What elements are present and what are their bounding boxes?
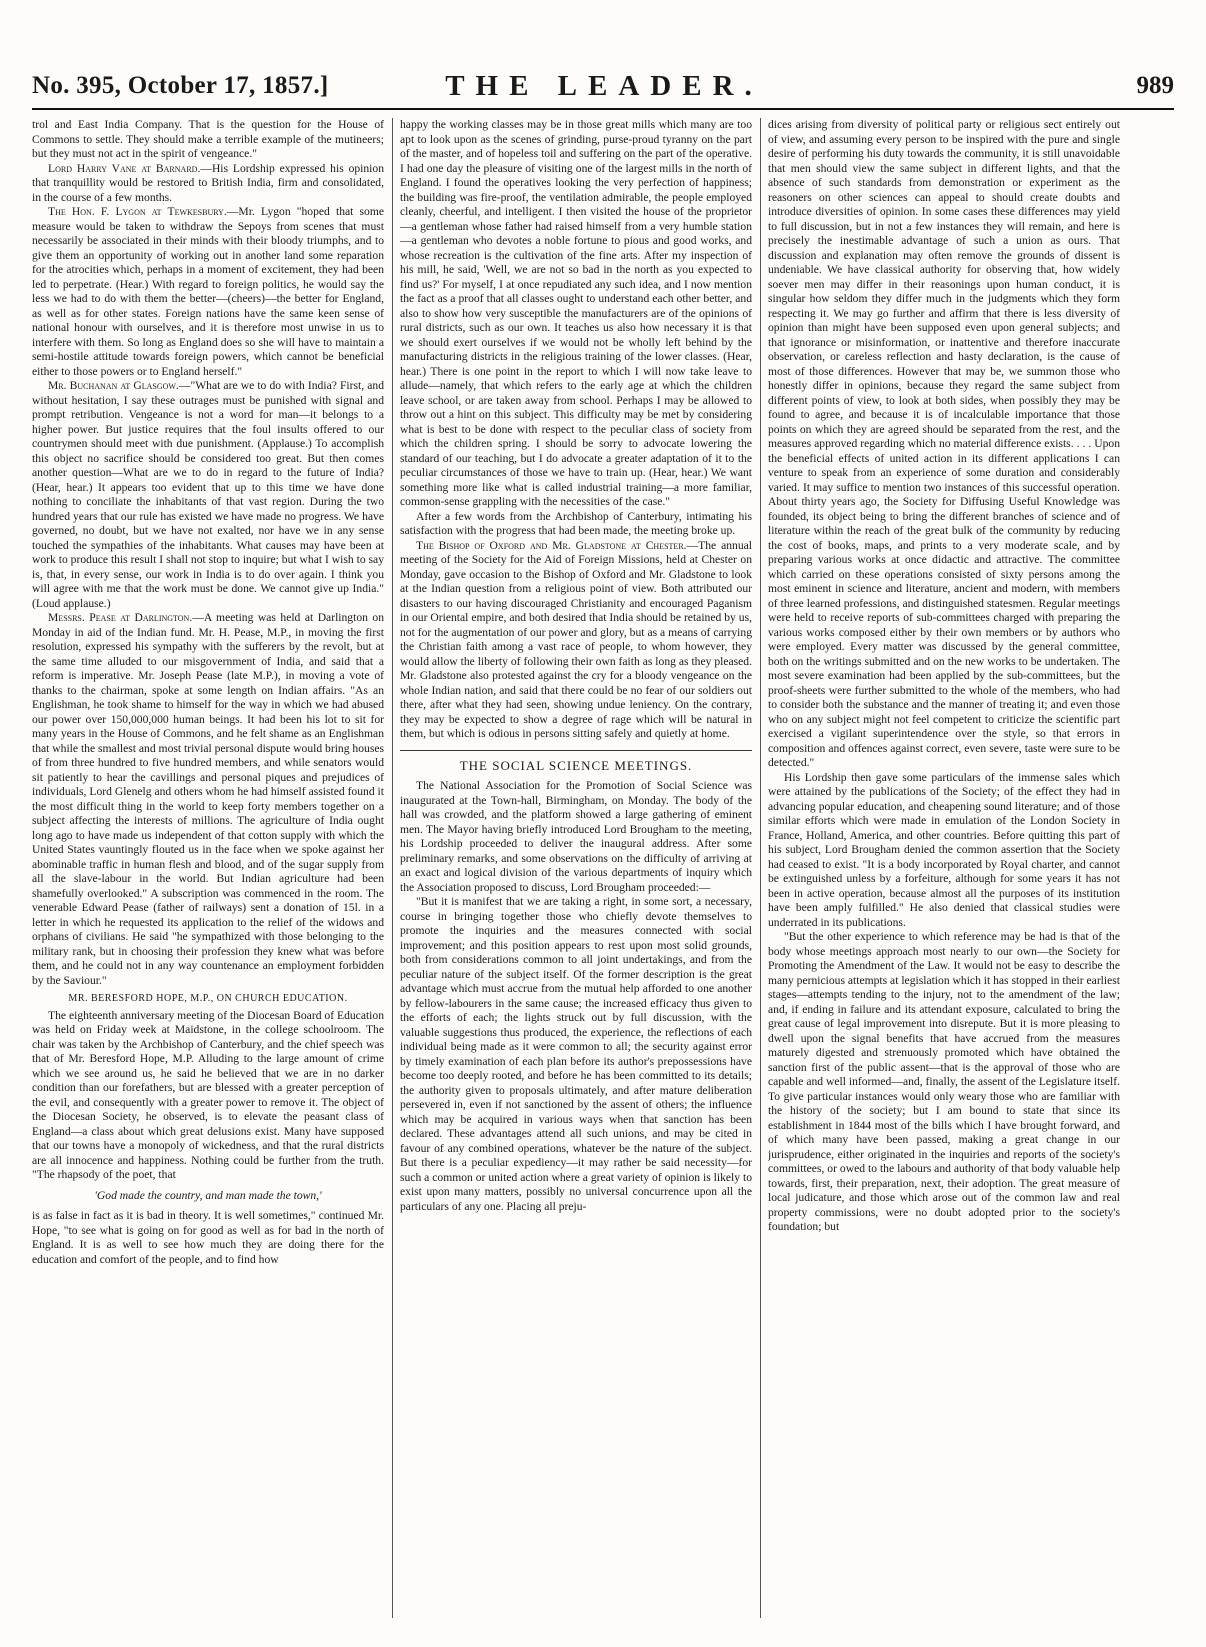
- paragraph: "But it is manifest that we are taking a right, in some sort, a necessary, course in bringing together those who chiefly devote themselves to promote the inquiries and the measures connected with social improvement; and this position appears to rest upon most solid grounds, both from considerations common to all joint undertakings, and from the peculiar nature of the subject itself. Of the former description is the great advantage which must accrue from the mutual help afforded to one another by fellow-labourers in the same cause; the increased efficacy thus given to the efforts of each; the lights struck out by full discussion, with the valuable suggestions thus produced, the experience, the reflections of each individual being made as it were common to all; the security against error by timely examination of each plan before its author's prepossessions have become too deeply rooted, and before he has been committed to its details; the authority given to proposals ultimately, and after mature deliberation persevered in, even if not sanctioned by the assent of others; the influence which may be acquired in various ways when that sanction has been declared. These advantages attend all such unions, and may be cited in favour of any combined operations, whatever be the nature of the subject. But there is a peculiar expediency—it may rather be said necessity—for such a common or united action where a great variety of opinion is likely to exist upon many matters, possibly no universal concurrence upon all the particulars of any one. Placing all preju-: [400, 895, 752, 1213]
- sub-heading: MR. BERESFORD HOPE, M.P., ON CHURCH EDUCATION.: [68, 993, 348, 1004]
- issue-date: No. 395, October 17, 1857.]: [32, 72, 329, 99]
- paragraph-lead: Lord Harry Vane at Barnard.: [48, 161, 201, 175]
- column-rule: [760, 118, 761, 1618]
- paragraph: trol and East India Company. That is the question for the House of Commons to settle. They should make a terrible example of the mutineers; but they must not act in the spirit of vengeance.": [32, 118, 384, 160]
- paragraph: dices arising from diversity of political party or religious sect entirely out of view, and assuming every person to be inspired with the pure and single desire of performing his duty towards the community, it is still unavoidable that men should view the same subject in different lights, and that the absence of such standards from demonstration or experiment as the reasoners on other sciences can appeal to should create doubts and introduce diversities of opinion. In some cases these differences may yield to full discussion, but in not a few instances they will remain, and here is precisely the inestimable advantage of such a union as ours. That discussion and explanation may often remove the grounds of dissent is undeniable. We have classical authority for observing that, how widely soever men may differ in their reasonings upon human conduct, it is singular how seldom they differ much in the judgments which they form respecting it. We may go further and affirm that there is less diversity of opinion than might have been supposed even upon general subjects; and that ignorance or misinformation, or inattentive and therefore inaccurate observation, or careless reflection and hasty declaration, is the cause of most of those differences. However that may be, we summon those who honestly differ in opinions, because they regard the same subject from different points of view, to look at both sides, when possibly they may be found to agree, and because it is of incalculable importance that those points on which they are agreed should be separated from the rest, and the measures approved regarding which no material difference exists. . . . Upon the beneficial effects of united action in its different applications I can venture to speak from an experience of some duration and considerably varied. It may suffice to mention two instances of this successful operation. About thirty years ago, the Society for Diffusing Useful Knowledge was founded, its object being to bring the different branches of science and of literature within the reach of the great bulk of the community by reducing the cost of books, maps, and prints to a very moderate scale, and by preparing various works at once didactic and attractive. The committee which carried on these operations consisted of sixty persons among the most eminent in science and literature, ancient and modern, with members of three learned professions, and distinguished statesmen. Regular meetings were held to receive reports of sub-committees charged with preparing the various works composed either by their own members or by authors who were employed. Every matter was discussed by the general committee, both on the writings submitted and on the new works to be undertaken. The most severe examination had been applied by the sub-committees, but the proof-sheets were further submitted to the whole of the members, who had to consider both the substance and the manner of treating it; and even those who on any subject might not feel competent to criticize the scientific part exercised a vigilant superintendence over the style, so that errors in composition and offences against correct, even severe, taste were sure to be detected.": [768, 118, 1120, 769]
- column-1: [32, 118, 384, 1618]
- section-heading: THE SOCIAL SCIENCE MEETINGS.: [400, 750, 752, 774]
- paragraph: His Lordship then gave some particulars of the immense sales which were attained by the publications of the Society; of the effect they had in advancing popular education, and cheapening sound literature; and of those similar efforts which were made in emulation of the London Society in France, Holland, America, and other countries. Before quitting this part of his subject, Lord Brougham denied the common assertion that the Society had ceased to exist. "It is a body incorporated by Royal charter, and cannot be extinguished unless by a forfeiture, although for some years it has not been in active operation, because almost all the purposes of its institution have been amply fulfilled." He also denied that classical studies were underrated in its publications.: [768, 770, 1120, 929]
- masthead: [32, 68, 1174, 110]
- paragraph: Mr. Buchanan at Glasgow.—"What are we to do with India? First, and without hesitation, I say these outrages must be punished with signal and prompt retribution. Vengeance is not a word for man—it belongs to a higher power. But justice requires that the foul insults offered to our countrymen should meet with due punishment. (Applause.) To accomplish this object no sacrifice should be considered too great. But then comes another question—What are we to do in regard to the future of India? (Hear, hear.) It appears too evident that up to this time we have done nothing to conciliate the inhabitants of that vast region. During the two hundred years that our rule has existed we have made no progress. We have governed, no doubt, but we have not exalted, nor have we in any sense touched the sympathies of the inhabitants. What causes may have been at work to produce this result I shall not stop to inquire; but what I wish to say is, that, in every sense, our work in India is to do over again. I think you will agree with me that the work must be done. We cannot give up India." (Loud applause.): [32, 379, 384, 610]
- column-2: [400, 118, 752, 1618]
- paragraph: The Bishop of Oxford and Mr. Gladstone at Chester.—The annual meeting of the Society for the Aid of Foreign Missions, held at Chester on Monday, gave occasion to the Bishop of Oxford and Mr. Gladstone to look at the Indian question from a religious point of view. Both attributed our disasters to our having discouraged Christianity and encouraged Paganism in our Oriental empire, and both desired that India should be retained by us, not for the augmentation of our power and glory, but as a means of carrying the Christian faith among a vast race of people, to whom however, they would allow the liberty of following their own faith as long as they pleased. Mr. Gladstone also protested against the cry for a bloody vengeance on the whole Indian nation, and said that there could be no fear of our soldiers out there, after what they had seen, showing undue leniency. On the contrary, they may be expected to show a degree of rage which will be natural in them, but which is odious in persons sitting safely and quietly at home.: [400, 538, 752, 740]
- page-number: 989: [1136, 72, 1174, 99]
- paragraph: is as false in fact as it is bad in theory. It is well sometimes," continued Mr. Hope, "to see what is going on for good as well as for bad in the north of England. It is as well to see how much they are doing there for the education and comfort of the people, and to find how: [32, 1209, 384, 1266]
- paragraph-lead: The Bishop of Oxford and Mr. Gladstone at Chester.: [416, 538, 687, 552]
- column-rule: [392, 118, 393, 1618]
- newspaper-title: THE LEADER.: [445, 70, 763, 102]
- paragraph: The eighteenth anniversary meeting of the Diocesan Board of Education was held on Friday week at Maidstone, in the college schoolroom. The chair was taken by the Archbishop of Canterbury, and the chief speech was that of Mr. Beresford Hope, M.P. Alluding to the large amount of crime which we see around us, he said he believed that we are in no darker condition than our forefathers, but are blessed with a greater perception of the evil, and consequently with a greater power to remove it. The object of the Diocesan Society, he observed, is to elevate the peasant class of England—a class about which great delusions exist. Many have supposed that our towns have a monopoly of wickedness, and that the rural districts are all innocence and happiness. Nothing could be further from the truth. "The rhapsody of the poet, that: [32, 1008, 384, 1181]
- paragraph-lead: Mr. Buchanan at Glasgow.: [48, 379, 179, 392]
- paragraph: The Hon. F. Lygon at Tewkesbury.—Mr. Lygon "hoped that some measure would be taken to withdraw the Sepoys from scenes that must necessarily be associated in their minds with their bloody triumphs, and to give them an opportunity of working out in another land some reparation for the atrocities which, perhaps in a moment of excitement, they had been led to perpetrate. (Hear.) With regard to foreign politics, he would say the less we had to do with them the better—(cheers)—the better for England, as well as for other states. Foreign nations have the same keen sense of national honour with ourselves, and it is therefore most unwise in us to interfere with them. So long as England does so she will have to maintain a semi-hostile attitude towards foreign powers, which cannot be beneficial either to those powers or to England herself.": [32, 205, 384, 378]
- paragraph: happy the working classes may be in those great mills which many are too apt to look upon as the scenes of grinding, purse-proud tyranny on the part of the master, and of hopeless toil and suffering on the part of the operative. I had one day the pleasure of visiting one of the largest mills in the north of England. I found the operatives looking the very perfection of happiness; the building was fire-proof, the ventilation admirable, the people employed cleanly, cheerful, and intelligent. I then visited the house of the proprietor—a gentleman whose father had raised himself from a very humble station—a gentleman who devotes a noble fortune to pious and good works, and whose recreation is the cultivation of the fine arts. After my inspection of his mill, he said, 'Well, we are not so bad in the north as you expected to find us?' For myself, I at once repudiated any such idea, and I now mention the fact as a proof that all classes ought to understand each other better, and also to show how very susceptible the manufacturers are of the opinions of rural districts, such as our own. It teaches us also how necessary it is that we should exert ourselves if we would not be wholly left behind by the manufacturing districts in the religious training of the lower classes. (Hear, hear.) There is one point in the report to which I will now take leave to allude—namely, that which refers to the early age at which the children leave school, or are taken away from school. Perhaps I may be allowed to throw out a hint on this subject. This difficulty may be met by considering what is best to be done with respect to the peculiar class of society from which the children spring. I should be sorry to advocate lowering the standard of our teaching, but I do advocate a greater adaptation of it to the peculiar circumstances of those we have to train up. (Hear, hear.) We want something more like what is called industrial training—a more familiar, common-sense grappling with the necessities of the case.": [400, 118, 752, 508]
- paragraph: "But the other experience to which reference may be had is that of the body whose meetings approach most nearly to our own—the Society for Promoting the Amendment of the Law. It would not be easy to describe the many pernicious attempts at legislation which it has stopped in their earliest stages—attempts tending to the injury, not to the amendment of the law; and, if ending in failure and its attendant exposure, calculated to bring the great cause of legal improvement into disrepute. But it is more pleasing to dwell upon the signal benefits that have accrued from the measures maturely digested and strenuously promoted which have obtained the sanction first of the public assent—that is the approval of those who are capable and well informed—and, finally, the assent of the Legislature itself. To give particular instances would only weary those who are familiar with the history of the society; but I am bound to state that since its establishment in 1844 most of the bills which I have brought forward, and of which many have been passed, making a great change in our jurisprudence, either originated in the inquiries and reports of the society's committees, or owed to the labours and authority of that body valuable help towards, first, their preparation, next, their adoption. The great measure of local judicature, and those which arose out of the common law and real property commissions, were no doubt adopted prior to the society's foundation; but: [768, 930, 1120, 1233]
- paragraph: Lord Harry Vane at Barnard.—His Lordship expressed his opinion that tranquillity would be restored to British India, firm and consolidated, in the course of a few months.: [32, 161, 384, 204]
- paragraph: Messrs. Pease at Darlington.—A meeting was held at Darlington on Monday in aid of the Indian fund. Mr. H. Pease, M.P., in moving the first resolution, expressed his sympathy with the sufferers by the revolt, but at the same time alluded to our misgovernment of India, and said that a reform is imperative. Mr. Joseph Pease (late M.P.), in moving a vote of thanks to the chairman, spoke at some length on Indian affairs. "As an Englishman, he took shame to himself for the way in which we had abused our power over 150,000,000 human beings. It had been his lot to sit for many years in the House of Commons, and he felt shame as an Englishman that while the smallest and most trivial personal dispute would bring houses of from three hundred to five hundred members, and while senators would sit patiently to hear the cavillings and personal piques and prejudices of individuals, Lord Glenelg and others whom he had himself assisted found it the most difficult thing in the world to keep forty members together on a subject affecting the interests of millions. The agriculture of India ought long ago to have made us independent of that cotton supply with which the United States vauntingly flouted us in the face when we spoke against her abominable traffic in human flesh and blood, and of the sugar supply from all the slave-labour in the world. But Indian agriculture had been shamefully overlooked." A subscription was commenced in the room. The venerable Edward Pease (father of railways) sent a donation of 15l. in a letter in which he requested its application to the relief of the widows and orphans of civilians. He said "he sympathized with those belonging to the military rank, but in choosing their profession they knew what was before them, and he could not in any way countenance an employment forbidden by the Saviour.": [32, 611, 384, 987]
- paragraph-lead: The Hon. F. Lygon at Tewkesbury.: [48, 205, 227, 218]
- column-3: [768, 118, 1120, 1618]
- verse-quote: 'God made the country, and man made the town,': [94, 1188, 322, 1202]
- paragraph: After a few words from the Archbishop of Canterbury, intimating his satisfaction with the progress that had been made, the meeting broke up.: [400, 509, 752, 537]
- paragraph-lead: Messrs. Pease at Darlington.: [48, 611, 193, 624]
- paragraph: The National Association for the Promotion of Social Science was inaugurated at the Town-hall, Birmingham, on Monday. The body of the hall was crowded, and the platform showed a large gathering of eminent men. The Mayor having briefly introduced Lord Brougham to the meeting, his Lordship proceeded to deliver the inaugural address. After some preliminary remarks, and some observations on the difficulty of arriving at an exact and logical division of the various departments of inquiry which the Association proposed to discuss, Lord Brougham proceeded:—: [400, 779, 752, 894]
